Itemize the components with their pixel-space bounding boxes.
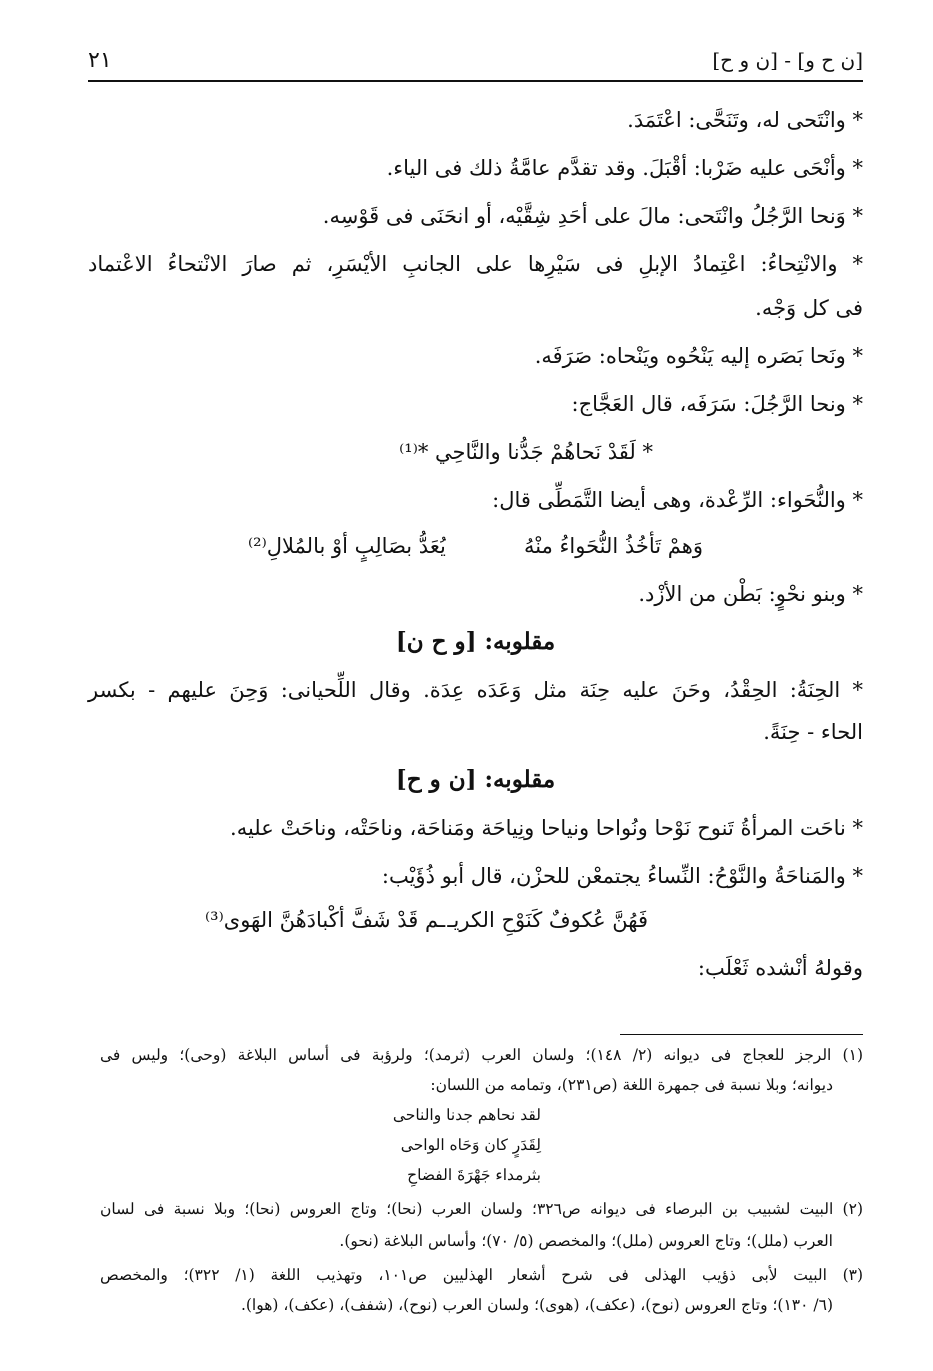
footnote-1-line-1: (١) الرجز للعجاج فى ديوانه (٢/ ١٤٨)؛ ولسان العرب (ثرمد)؛ ولرؤبة فى أساس البلاغة (وحى)؛ وليس فى [100, 1046, 863, 1064]
body-line-5: فى كل وَجْه. [755, 296, 863, 320]
page-header [88, 48, 863, 82]
body-line-12: الحاء - حِنَةً. [763, 720, 863, 744]
body-line-15: وقولهُ أنْشده ثَعْلَب: [697, 956, 863, 980]
body-line-1: * وانْتَحى له، وتَنَحَّى: اعْتَمَدَ. [627, 108, 863, 132]
body-line-14: * والمَناحَةُ والنَّوْحُ: النِّساءُ يجتمعْن للحزْن، قال أبو ذُؤَيْب: [381, 864, 863, 888]
body-line-7: * ونحا الرَّجُلَ: سَرَفَه، قال العَجَّاج: [571, 392, 863, 416]
verse-2-hemistich-2: ـم قَدْ شَفَّ أكْبادَهُنَّ الهَوى⁽³⁾ [205, 908, 446, 932]
body-line-9: * والنُّحَواء: الرِّعْدة، وهى أيضا التَّمَطِّى قال: [492, 488, 863, 512]
verse-2-hemistich-1: فَهُنَّ عُكوفٌ كَنَوْحِ الكريـ [447, 908, 648, 932]
body-line-13: * ناحَت المرأةُ تَنوح نَوْحا ونُواحا ونياحا ونِياحَة ومَناحَة، وناحَتْه، وناحَتْ عليه. [230, 816, 863, 840]
header-rule [88, 80, 863, 82]
verse-1-hemistich-2: يُعَدُّ بصَالِبٍ أوْ بالمُلالِ⁽²⁾ [248, 534, 446, 558]
running-title: [ن ح و] - [ن و ح] [712, 48, 863, 72]
body-line-6: * ونَحا بَصَره إليه يَنْحُوه ويَنْحاه: صَرَفَه. [534, 344, 863, 368]
section-heading-whn: مقلوبه: [و ح ن] [395, 628, 556, 655]
body-line-4: * والانْتِحاءُ: اعْتِمادُ الإبلِ فى سَيْرِها على الجانبِ الأيْسَرِ، ثم صارَ الانْتحاءُ الاعْتماد [88, 252, 863, 276]
verse-1-hemistich-1: وَهمْ تَأخُذُ النُّحَواءُ منْهُ [524, 534, 703, 558]
body-line-10: * وبنو نحْوٍ: بَطْن من الأزْد. [638, 582, 863, 606]
footnote-2-line-1: (٢) البيت لشبيب بن البرصاء فى ديوانه ص٣٢٦؛ ولسان العرب (نحا)؛ وتاج العروس (نحا)؛ وبلا نسبة فى لسان [100, 1200, 863, 1218]
body-line-3: * وَنحا الرَّجُلُ وانْتَحى: مالَ على أحَدِ شِقَّيْه، أو انحَنَى فى قَوْسِه. [322, 204, 863, 228]
footnote-1-verse-1: لقد نحاهم جدنا والناحى [392, 1106, 541, 1124]
footnote-rule [620, 1034, 863, 1035]
footnote-3-line-1: (٣) البيت لأبى ذؤيب الهذلى فى شرح أشعار الهذليين ص١٠١، وتهذيب اللغة (١/ ٣٢٢)؛ والمخصص [100, 1266, 864, 1284]
footnote-1-verse-3: بثرمداء جَهْرَةَ الفضاحِ [407, 1166, 541, 1184]
footnote-3-line-2: (٦/ ١٣٠)؛ وتاج العروس (نوح)، (عكف)، (هوى)؛ ولسان العرب (نوح)، (شفف)، (عكف)، (هوا). [240, 1296, 833, 1314]
rajaz-verse: * لَقَدْ نَحاهُمْ جَدُّنا والنَّاحِي *⁽¹⁾ [399, 440, 653, 464]
footnote-2-line-2: العرب (ملل)؛ وتاج العروس (ملل)؛ والمخصص (٥/ ٧٠)؛ وأساس البلاغة (نحو). [339, 1232, 833, 1250]
body-line-2: * وأنْحَى عليه ضَرْبا: أقْبَلَ. وقد تقدَّم عامَّةُ ذلك فى الياء. [386, 156, 863, 180]
footnote-1-verse-2: لِقَدَرٍ كان وَحَاه الواحى [400, 1136, 541, 1154]
section-heading-nwh: مقلوبه: [ن و ح] [395, 766, 556, 793]
footnote-1-line-2: ديوانه؛ وبلا نسبة فى جمهرة اللغة (ص٢٣١)، وتمامه من اللسان: [430, 1076, 833, 1094]
body-line-11: * الحِنَةُ: الحِقْدُ، وحَنَ عليه حِنَة مثل وَعَدَه عِدَة. وقال اللِّحيانى: وَحِنَ عليهم - بكسر [88, 678, 863, 702]
page-number: ٢١ [88, 48, 112, 73]
